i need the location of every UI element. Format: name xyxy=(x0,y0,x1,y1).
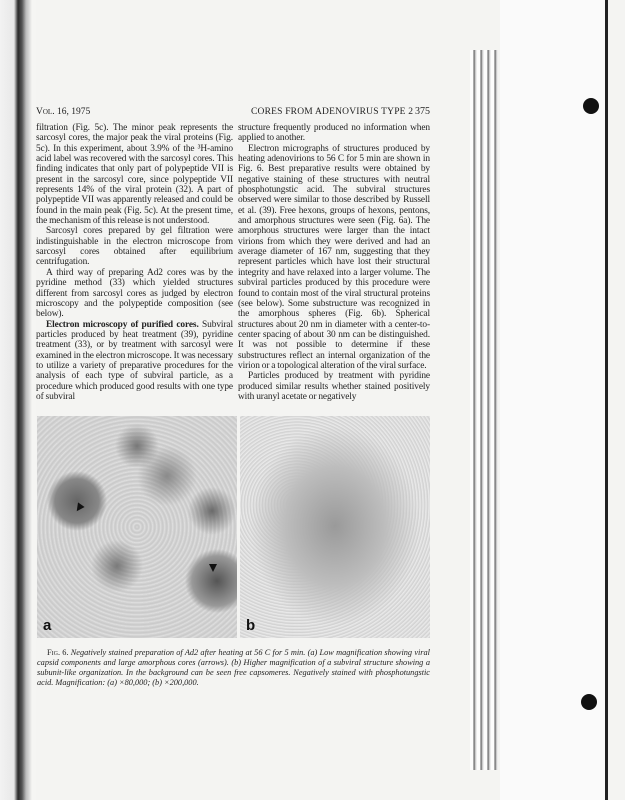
paragraph-text: Subviral particles produced by heat treatment (39), pyridine treatment (33), or by treatment with sarcosyl were examined in the electron microscope. It was necessary to utilize a variety of preparative procedures for the analysis of each type of subviral particle, as a procedure which produced good results with one type of subviral xyxy=(36,319,233,402)
running-title: CORES FROM ADENOVIRUS TYPE 2 xyxy=(251,107,414,117)
paragraph: A third way of preparing Ad2 cores was by the pyridine method (33) which yielded structures different from sarcosyl cores as judged by electron microscopy and the polypeptide composition (see below). xyxy=(36,267,233,320)
arrow-icon xyxy=(73,503,84,514)
paragraph: filtration (Fig. 5c). The minor peak represents the sarcosyl cores, the major peak the viral proteins (Fig. 5c). In this experiment, about 3.9% of the ³H-amino acid label was recovered with the sarcosyl cores. This finding indicates that only part of polypeptide VII is present in the sarcosyl core, since polypeptide VII represents 14% of the viral protein (32). A part of polypeptide VII was apparently released and could be found in the main peak (Fig. 5c). At the present time, the mechanism of this release is not understood. xyxy=(36,123,233,227)
punch-hole-top xyxy=(583,98,599,114)
scan-right-margin xyxy=(500,0,608,800)
paragraph: Particles produced by treatment with pyridine produced similar results whether stained positively with uranyl acetate or negatively xyxy=(238,371,430,402)
paragraph: Electron micrographs of structures produced by heating adenovirions to 56 C for 5 min are shown in Fig. 6. Best preparative results were obtained by negative staining of these structures with neutral phosphotungstic acid. The subviral structures observed were similar to those described by Russell et al. (39). Free hexons, groups of hexons, pentons, and amorphous structures were seen (Fig. 6a). The amorphous structures were larger than the intact virions from which they were derived and had an average diameter of 167 nm, suggesting that they represent particles which have lost their structural integrity and have relaxed into a larger volume. The subviral particles produced by this procedure were found to contain most of the viral structural proteins (see below). Some substructure was recognized in the amorphous spheres (Fig. 6b). Spherical structures about 20 nm in diameter with a center-to-center spacing of about 30 nm can be distinguished. It was not possible to determine if these substructures reflect an internal organization of the virion or a topological alteration of the viral surface. xyxy=(238,143,430,371)
micrograph-panel-a xyxy=(37,416,237,638)
caption-label: Fig. 6. xyxy=(47,648,69,658)
left-column xyxy=(36,123,233,402)
micrograph-panel-b xyxy=(240,416,430,638)
page-body xyxy=(36,123,430,688)
paragraph: Sarcosyl cores prepared by gel filtration were indistinguishable in the electron microscope from sarcosyl cores obtained after equilibrium centrifugation. xyxy=(36,226,233,268)
paragraph: structure frequently produced no information when applied to another. xyxy=(238,123,430,144)
figure-6 xyxy=(36,416,430,638)
scan-page-edges xyxy=(470,50,498,770)
panel-label-a: a xyxy=(43,617,52,635)
running-header xyxy=(36,106,430,118)
punch-hole-bottom xyxy=(581,694,597,710)
panel-label-b: b xyxy=(246,617,256,635)
paragraph xyxy=(36,320,233,403)
right-column xyxy=(238,123,430,402)
arrow-icon xyxy=(209,564,217,572)
caption-text: Negatively stained preparation of Ad2 after heating at 56 C for 5 min. (a) Low magnification showing viral capsid components and large amorphous cores (arrows). (b) Higher magnification of a subviral structure showing a subunit-like organization. In the background can be seen free capsomeres. Negatively stained with phosphotungstic acid. Magnification: (a) ×80,000; (b) ×200,000. xyxy=(37,648,430,688)
volume-label: Vol. 16, 1975 xyxy=(36,107,91,117)
page-number: 375 xyxy=(415,106,430,117)
section-heading: Electron microscopy of purified cores. xyxy=(46,319,199,330)
text-columns xyxy=(36,123,430,402)
figure-caption xyxy=(37,648,430,688)
scan-left-edge xyxy=(0,0,36,800)
